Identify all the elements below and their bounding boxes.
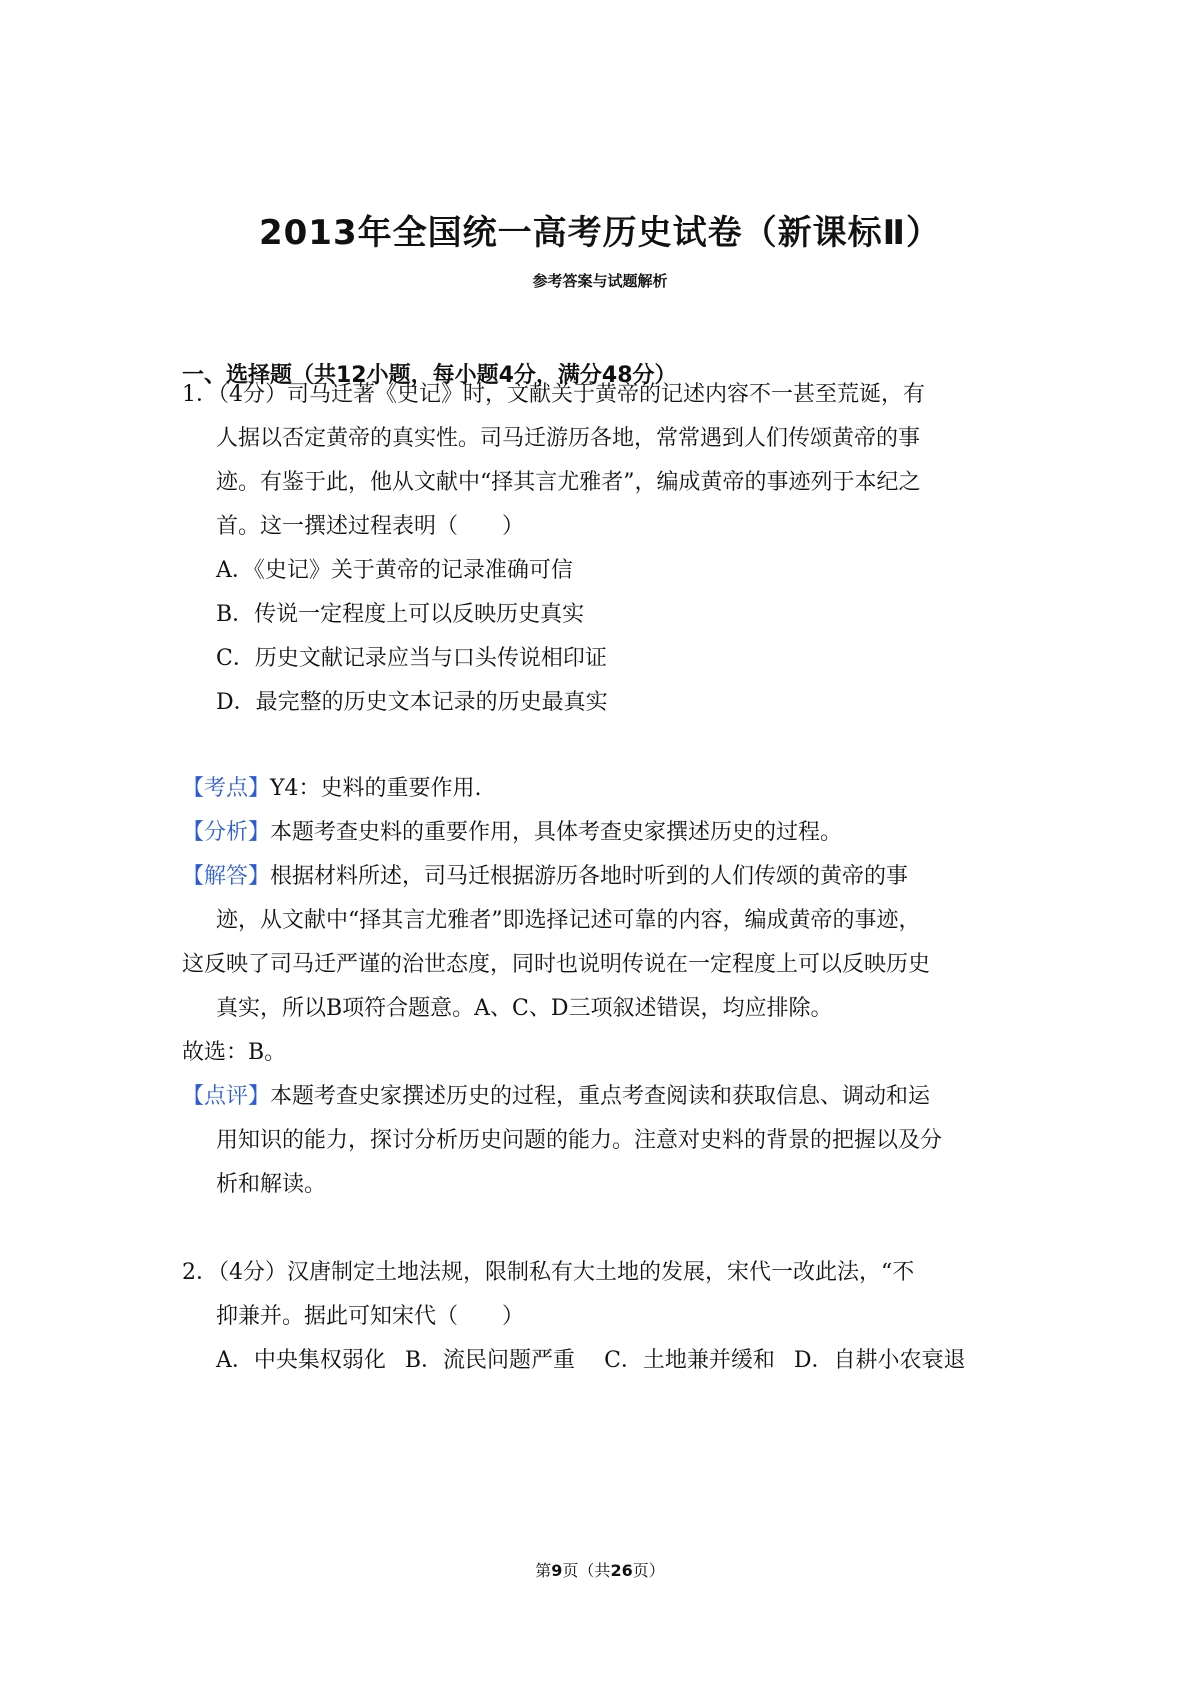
question-1-line-2: 人据以否定黄帝的真实性。司马迁游历各地，常常遇到人们传颂黄帝的事 [216,426,921,451]
question-2-line-1: 2．（4分）汉唐制定土地法规，限制私有大土地的发展，宋代一改此法，“不 [182,1260,915,1285]
footer-prefix: 第 [535,1561,552,1580]
dianping-text-1: 本题考查史家撰述历史的过程，重点考查阅读和获取信息、调动和运 [270,1084,931,1109]
jieda-line-2: 迹，从文献中“择其言尤雅者”即选择记述可靠的内容，编成黄帝的事迹， [216,908,921,933]
page-footer [0,1558,1200,1581]
question-2-options [216,1346,966,1376]
question-2-option-c: C．土地兼并缓和 [604,1348,775,1373]
kaodian-text: Y4：史料的重要作用. [270,776,482,801]
jieda-line-3: 这反映了司马迁严谨的治世态度，同时也说明传说在一定程度上可以反映历史 [182,952,931,977]
section-heading: 一、选择题（共12小题，每小题4分，满分48分） [182,363,677,388]
kaodian-line [182,774,482,804]
footer-middle: 页（共 [562,1561,611,1580]
question-2-option-d: D．自耕小农衰退 [793,1348,966,1373]
question-2-option-b: B．流民问题严重 [404,1348,576,1373]
question-1-line-3: 迹。有鉴于此，他从文献中“择其言尤雅者”，编成黄帝的事迹列于本纪之 [216,470,921,495]
jieda-line-4: 真实，所以B项符合题意。A、C、D三项叙述错误，均应排除。 [216,996,833,1021]
question-2-line-2: 抑兼并。据此可知宋代（ ） [216,1304,525,1329]
dianping-tag: 【点评】 [182,1084,271,1109]
document-subtitle: 参考答案与试题解析 [532,272,668,290]
fenxi-tag: 【分析】 [182,820,271,845]
question-1-line-1: 1．（4分）司马迁著《史记》时，文献关于黄帝的记述内容不一甚至荒诞，有 [182,382,925,407]
question-1-option-b: B．传说一定程度上可以反映历史真实 [216,602,585,627]
question-2-option-a: A．中央集权弱化 [216,1348,386,1373]
jieda-text-1: 根据材料所述，司马迁根据游历各地时听到的人们传颂的黄帝的事 [270,864,909,889]
dianping-line-1 [182,1082,930,1112]
footer-suffix: 页） [632,1561,665,1580]
question-1-option-c: C．历史文献记录应当与口头传说相印证 [216,646,607,671]
fenxi-line [182,818,842,848]
question-1-option-a: A．《史记》关于黄帝的记录准确可信 [216,558,573,583]
dianping-line-3: 析和解读。 [216,1172,327,1197]
question-1-line-4: 首。这一撰述过程表明（ ） [216,514,525,539]
question-1-option-d: D．最完整的历史文本记录的历史最真实 [216,690,608,715]
dianping-line-2: 用知识的能力，探讨分析历史问题的能力。注意对史料的背景的把握以及分 [216,1128,943,1153]
document-title: 2013年全国统一高考历史试卷（新课标Ⅱ） [258,213,942,253]
answer-line: 故选：B。 [182,1040,287,1065]
jieda-line-1 [182,862,908,892]
footer-page-number: 9 [551,1561,563,1580]
footer-total-pages: 26 [610,1561,633,1580]
kaodian-tag: 【考点】 [182,776,271,801]
fenxi-text: 本题考查史料的重要作用，具体考查史家撰述历史的过程。 [270,820,843,845]
jieda-tag: 【解答】 [182,864,271,889]
